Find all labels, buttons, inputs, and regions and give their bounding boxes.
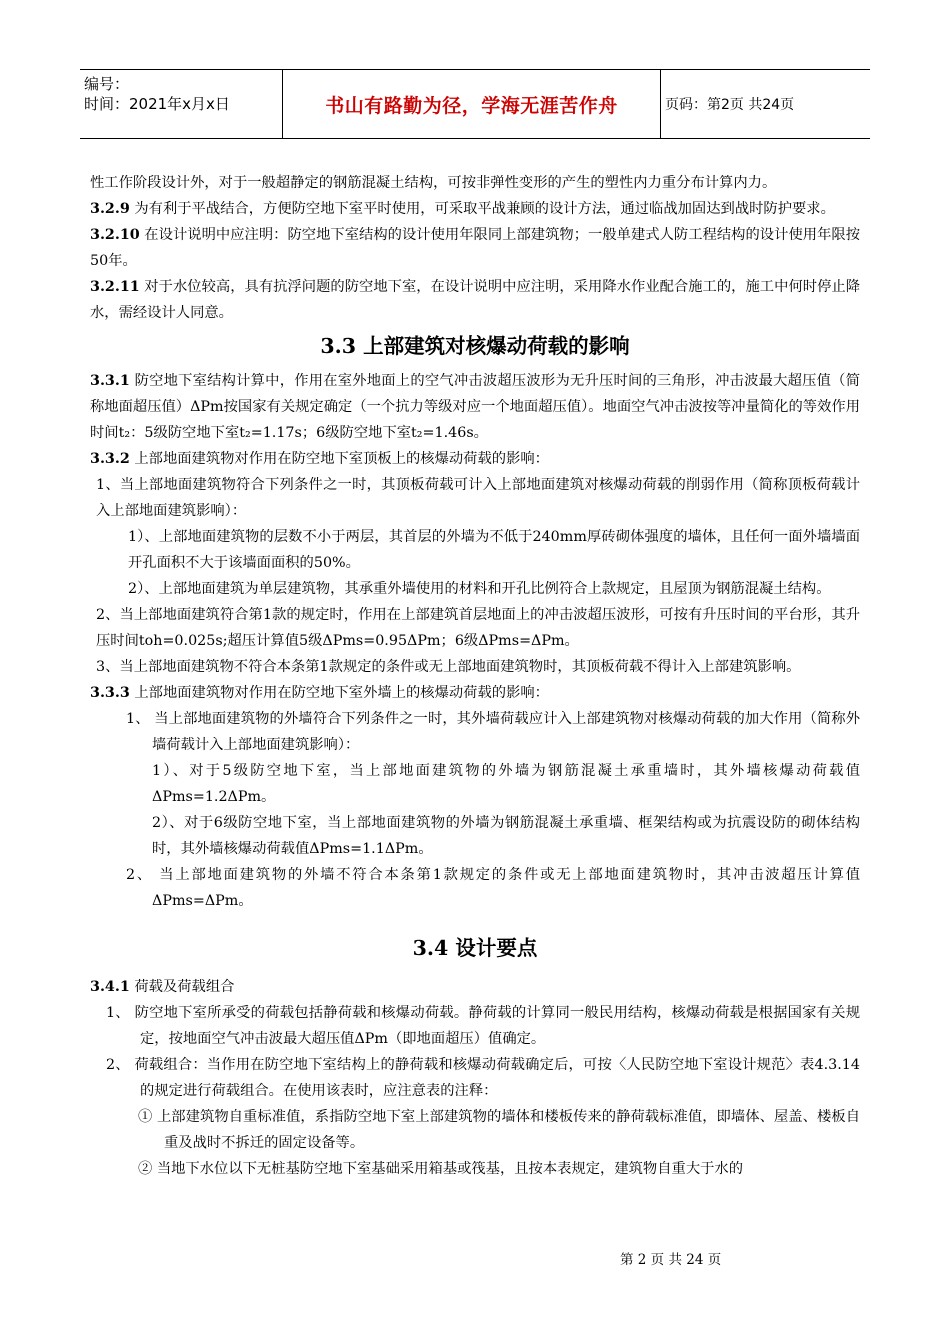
clause-text: 在设计说明中应注明：防空地下室结构的设计使用年限同上部建筑物；一般单建式人防工程结构的设计使用年限按50年。 — [90, 227, 860, 269]
list-item: 2、 荷载组合：当作用在防空地下室结构上的静荷载和核爆动荷载确定后，可按〈人民防空地下室设计规范〉表4.3.14的规定进行荷载组合。在使用该表时，应注意表的注释： — [106, 1057, 860, 1099]
list-subitem: 1）、对于5级防空地下室，当上部地面建筑物的外墙为钢筋混凝土承重墙时，其外墙核爆动荷载值ΔPms=1.2ΔPm。 — [152, 763, 860, 805]
clause-3-3-2 — [90, 446, 860, 472]
clause-3-2-11 — [90, 274, 860, 326]
document-body — [90, 170, 860, 1182]
clause-number: 3.3.2 — [90, 451, 130, 467]
clause-text: 为有利于平战结合，方便防空地下室平时使用，可采取平战兼顾的设计方法，通过临战加固达到战时防护要求。 — [129, 201, 835, 217]
list-item: 2、当上部地面建筑符合第1款的规定时，作用在上部建筑首层地面上的冲击波超压波形，可按有升压时间的平台形，其升压时间toh=0.025s;超压计算值5级ΔPms=0.95ΔPm；6级ΔPms=ΔPm。 — [96, 607, 860, 649]
list-subitem: 2）、对于6级防空地下室，当上部地面建筑物的外墙为钢筋混凝土承重墙、框架结构或为抗震设防的砌体结构时，其外墙核爆动荷载值ΔPms=1.1ΔPm。 — [152, 815, 860, 857]
paragraph: 性工作阶段设计外，对于一般超静定的钢筋混凝土结构，可按非弹性变形的产生的塑性内力重分布计算内力。 — [90, 175, 777, 191]
page-footer: 第 2 页 共 24 页 — [620, 1252, 722, 1268]
clause-number: 3.2.11 — [90, 279, 140, 295]
clause-text: 防空地下室结构计算中，作用在室外地面上的空气冲击波超压波形为无升压时间的三角形，冲击波最大超压值（简称地面超压值）ΔPm按国家有关规定确定（一个抗力等级对应一个地面超压值）。地面空气冲击波按等冲量简化的等效作用时间t₂：5级防空地下室t₂=1.17s；6级防空地下室t₂=1.46s。 — [90, 373, 860, 441]
clause-number: 3.2.9 — [90, 201, 130, 217]
clause-3-2-9 — [90, 196, 860, 222]
list-item: 2、 当上部地面建筑物的外墙不符合本条第1款规定的条件或无上部地面建筑物时，其冲击波超压计算值ΔPms=ΔPm。 — [126, 867, 860, 909]
list-subitem: 2）、上部地面建筑为单层建筑物，其承重外墙使用的材料和开孔比例符合上款规定，且屋顶为钢筋混凝土结构。 — [128, 581, 831, 597]
clause-text: 对于水位较高，具有抗浮问题的防空地下室，在设计说明中应注明，采用降水作业配合施工的，施工中何时停止降水，需经设计人同意。 — [90, 279, 860, 321]
header-left-cell — [80, 70, 283, 138]
doc-date: 时间：2021年x月x日 — [84, 95, 230, 113]
clause-text: 上部地面建筑物对作用在防空地下室顶板上的核爆动荷载的影响： — [129, 451, 549, 467]
list-item: 1、 防空地下室所承受的荷载包括静荷载和核爆动荷载。静荷载的计算同一般民用结构，核爆动荷载是根据国家有关规定，按地面空气冲击波最大超压值ΔPm（即地面超压）值确定。 — [106, 1005, 860, 1047]
clause-number: 3.3.1 — [90, 373, 130, 389]
list-item: 3、当上部地面建筑物不符合本条第1款规定的条件或无上部地面建筑物时，其顶板荷载不得计入上部建筑影响。 — [96, 659, 801, 675]
clause-number: 3.4.1 — [90, 979, 130, 995]
section-heading-3-4: 3.4 设计要点 — [412, 936, 538, 960]
list-subitem: 1）、上部地面建筑物的层数不小于两层，其首层的外墙为不低于240mm厚砖砌体强度的墙体，且任何一面外墙墙面开孔面积不大于该墙面面积的50%。 — [128, 529, 860, 571]
header-motto-cell — [283, 70, 661, 138]
clause-3-3-1 — [90, 368, 860, 446]
list-item: 1、 当上部地面建筑物的外墙符合下列条件之一时，其外墙荷载应计入上部建筑物对核爆动荷载的加大作用（简称外墙荷载计入上部地面建筑影响）： — [126, 711, 860, 753]
clause-number: 3.2.10 — [90, 227, 140, 243]
section-heading-3-3: 3.3 上部建筑对核爆动荷载的影响 — [320, 334, 630, 358]
clause-text: 荷载及荷载组合 — [129, 979, 235, 995]
list-subitem: ① 上部建筑物自重标准值，系指防空地下室上部建筑物的墙体和楼板传来的静荷载标准值，即墙体、屋盖、楼板自重及战时不拆迁的固定设备等。 — [138, 1109, 860, 1151]
list-item: 1、当上部地面建筑物符合下列条件之一时，其顶板荷载可计入上部地面建筑对核爆动荷载的削弱作用（简称顶板荷载计入上部地面建筑影响）： — [96, 477, 860, 519]
clause-3-2-10 — [90, 222, 860, 274]
page-info: 页码：第2页 共24页 — [665, 97, 795, 113]
list-subitem: ② 当地下水位以下无桩基防空地下室基础采用箱基或筏基，且按本表规定，建筑物自重大于水的 — [138, 1161, 744, 1177]
motto-text: 书山有路勤为径，学海无涯苦作舟 — [325, 94, 618, 117]
clause-text: 上部地面建筑物对作用在防空地下室外墙上的核爆动荷载的影响： — [129, 685, 549, 701]
header-page-cell — [661, 70, 870, 138]
doc-number: 编号： — [84, 75, 130, 93]
clause-3-3-3 — [90, 680, 860, 706]
clause-number: 3.3.3 — [90, 685, 130, 701]
clause-3-4-1 — [90, 974, 860, 1000]
page-header — [80, 69, 870, 139]
